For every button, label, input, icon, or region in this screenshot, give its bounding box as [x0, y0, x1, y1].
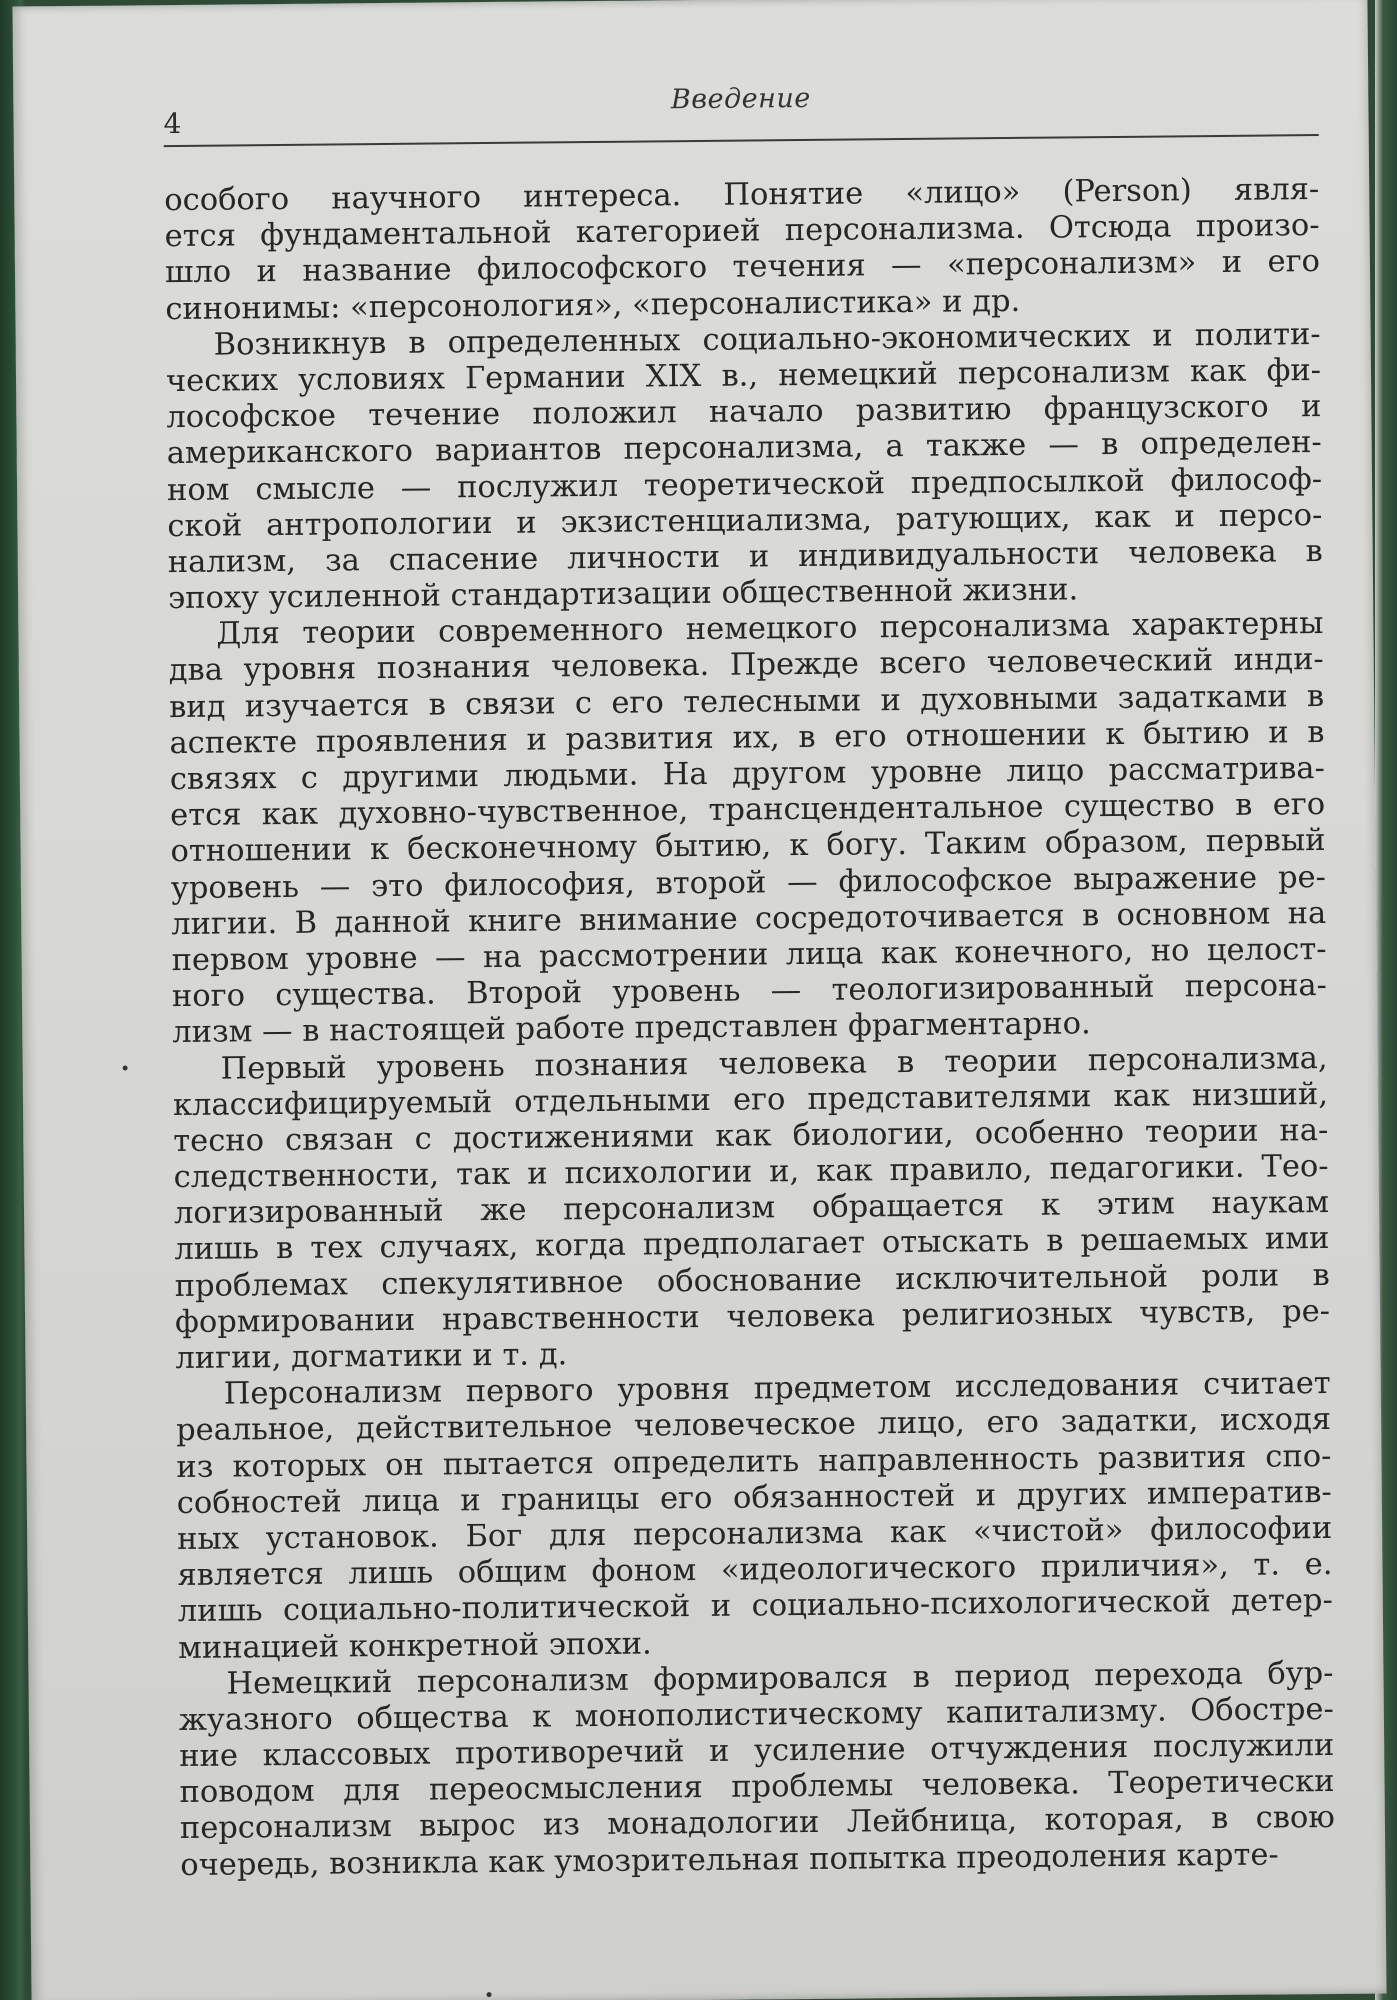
- paragraph: [178, 1656, 1335, 1884]
- text-line: нализм, за спасение личности и индивидуальности человека в: [167, 533, 1323, 580]
- text-line: реальное, действительное человеческое лицо, его задатки, исходя: [175, 1402, 1332, 1449]
- text-line: ческих условиях Германии XIX в., немецкий персонализм как фи-: [165, 352, 1322, 400]
- text-line: вид изучается в связи с его телесными и духовными задатками в: [168, 678, 1325, 725]
- text-line: Возникнув в определенных социально-экономических и полити-: [213, 316, 1321, 363]
- text-line: лишь в тех случаях, когда предполагает отыскать в решаемых ими: [174, 1221, 1330, 1268]
- text-line: ных установок. Бог для персонализма как «чистой» философии: [176, 1510, 1333, 1557]
- text-line: персонализм вырос из монадологии Лейбница, которая, в свою: [179, 1800, 1336, 1847]
- paragraph: [164, 172, 1320, 328]
- text-line: особого научного интереса. Понятие «лицо» (Person) явля-: [164, 172, 1320, 219]
- book-page: [12, 0, 1386, 2000]
- text-line: из которых он пытается определить направленность развития спо-: [176, 1438, 1332, 1485]
- text-line: первом уровне — на рассмотрении лица как конечного, но целост-: [171, 931, 1327, 979]
- text-line: ской антропологии и экзистенциализма, ратующих, как и персо-: [167, 497, 1323, 544]
- text-line: ние классовых противоречий и усиление отчуждения послужили: [179, 1728, 1335, 1775]
- text-line: лигии, догматики и т. д.: [175, 1337, 568, 1377]
- text-line: Персонализм первого уровня предметом исследования считает: [223, 1366, 1331, 1412]
- text-line: лишь социально-политической и социально-психологической детер-: [177, 1583, 1333, 1630]
- text-line: следственности, так и психологии и, как правило, педагогики. Тео-: [173, 1149, 1329, 1196]
- text-line: логизированный же персонализм обращается к этим наукам: [173, 1185, 1330, 1232]
- text-line: ется как духовно-чувственное, трансцендентальное существо в его: [170, 787, 1326, 834]
- body-text: [164, 172, 1335, 1884]
- text-line: лизм — в настоящей работе представлен фрагментарно.: [172, 1006, 1091, 1051]
- scan-speck: [123, 1065, 128, 1070]
- text-line: аспекте проявления и развития их, в его отношении к бытию и в: [169, 714, 1325, 761]
- text-line: ется фундаментальной категорией персонализма. Отсюда произо-: [164, 208, 1320, 255]
- text-line: поводом для переосмысления проблемы человека. Теоретически: [179, 1764, 1335, 1811]
- page-number: 4: [163, 106, 182, 141]
- text-line: синонимы: «персонология», «персоналистика» и др.: [165, 283, 1021, 327]
- text-line: два уровня познания человека. Прежде всего человеческий инди-: [168, 642, 1324, 689]
- text-line: очередь, возникла как умозрительная попытка преодоления карте-: [180, 1837, 1279, 1883]
- text-line: собностей лица и границы его обязанностей и других императив-: [176, 1474, 1332, 1521]
- running-head: [163, 72, 1319, 143]
- text-line: минацией конкретной эпохи.: [178, 1625, 652, 1666]
- text-line: ном смысле — послужил теоретической предпосылкой философ-: [166, 461, 1323, 508]
- text-line: эпоху усиленной стандартизации общественной жизни.: [167, 572, 1079, 617]
- text-line: жуазного общества к монополистическому капитализму. Обостре-: [178, 1691, 1335, 1738]
- text-line: шло и название философского течения — «персонализм» и его: [164, 244, 1321, 291]
- text-line: связях с другими людьми. На другом уровне лицо рассматрива-: [169, 750, 1325, 798]
- text-line: американского вариантов персонализма, а также — в определен-: [166, 425, 1322, 472]
- text-line: отношении к бесконечному бытию, к богу. Таким образом, первый: [170, 823, 1326, 870]
- running-title: Введение: [670, 82, 811, 116]
- text-line: уровень — это философия, второй — философское выражение ре-: [170, 859, 1327, 906]
- text-line: тесно связан с достижениями как биологии, особенно теории на-: [173, 1112, 1329, 1159]
- text-line: проблемах спекулятивное обоснование исключительной роли в: [174, 1257, 1330, 1304]
- text-line: ного существа. Второй уровень — теологизированный персона-: [171, 968, 1328, 1015]
- text-line: Немецкий персонализм формировался в период перехода бур-: [226, 1655, 1334, 1702]
- text-line: лософское течение положил начало развитию французского и: [166, 389, 1322, 436]
- header-rule: [164, 134, 1319, 147]
- paragraph: [166, 317, 1324, 618]
- scan-speck: [487, 1992, 492, 1997]
- paragraph: [172, 1040, 1330, 1377]
- paragraph: [168, 606, 1327, 1051]
- text-line: Для теории современного немецкого персонализма характерны: [216, 606, 1324, 652]
- text-line: формировании нравственности человека религиозных чувств, ре-: [174, 1293, 1331, 1340]
- text-line: является лишь общим фоном «идеологического приличия», т. е.: [177, 1547, 1333, 1594]
- text-line: классифицируемый отдельными его представителями как низший,: [172, 1076, 1329, 1123]
- text-line: Первый уровень познания человека в теории персонализма,: [220, 1040, 1328, 1087]
- paragraph: [176, 1366, 1334, 1667]
- text-line: лигии. В данной книге внимание сосредоточивается в основном на: [171, 895, 1327, 942]
